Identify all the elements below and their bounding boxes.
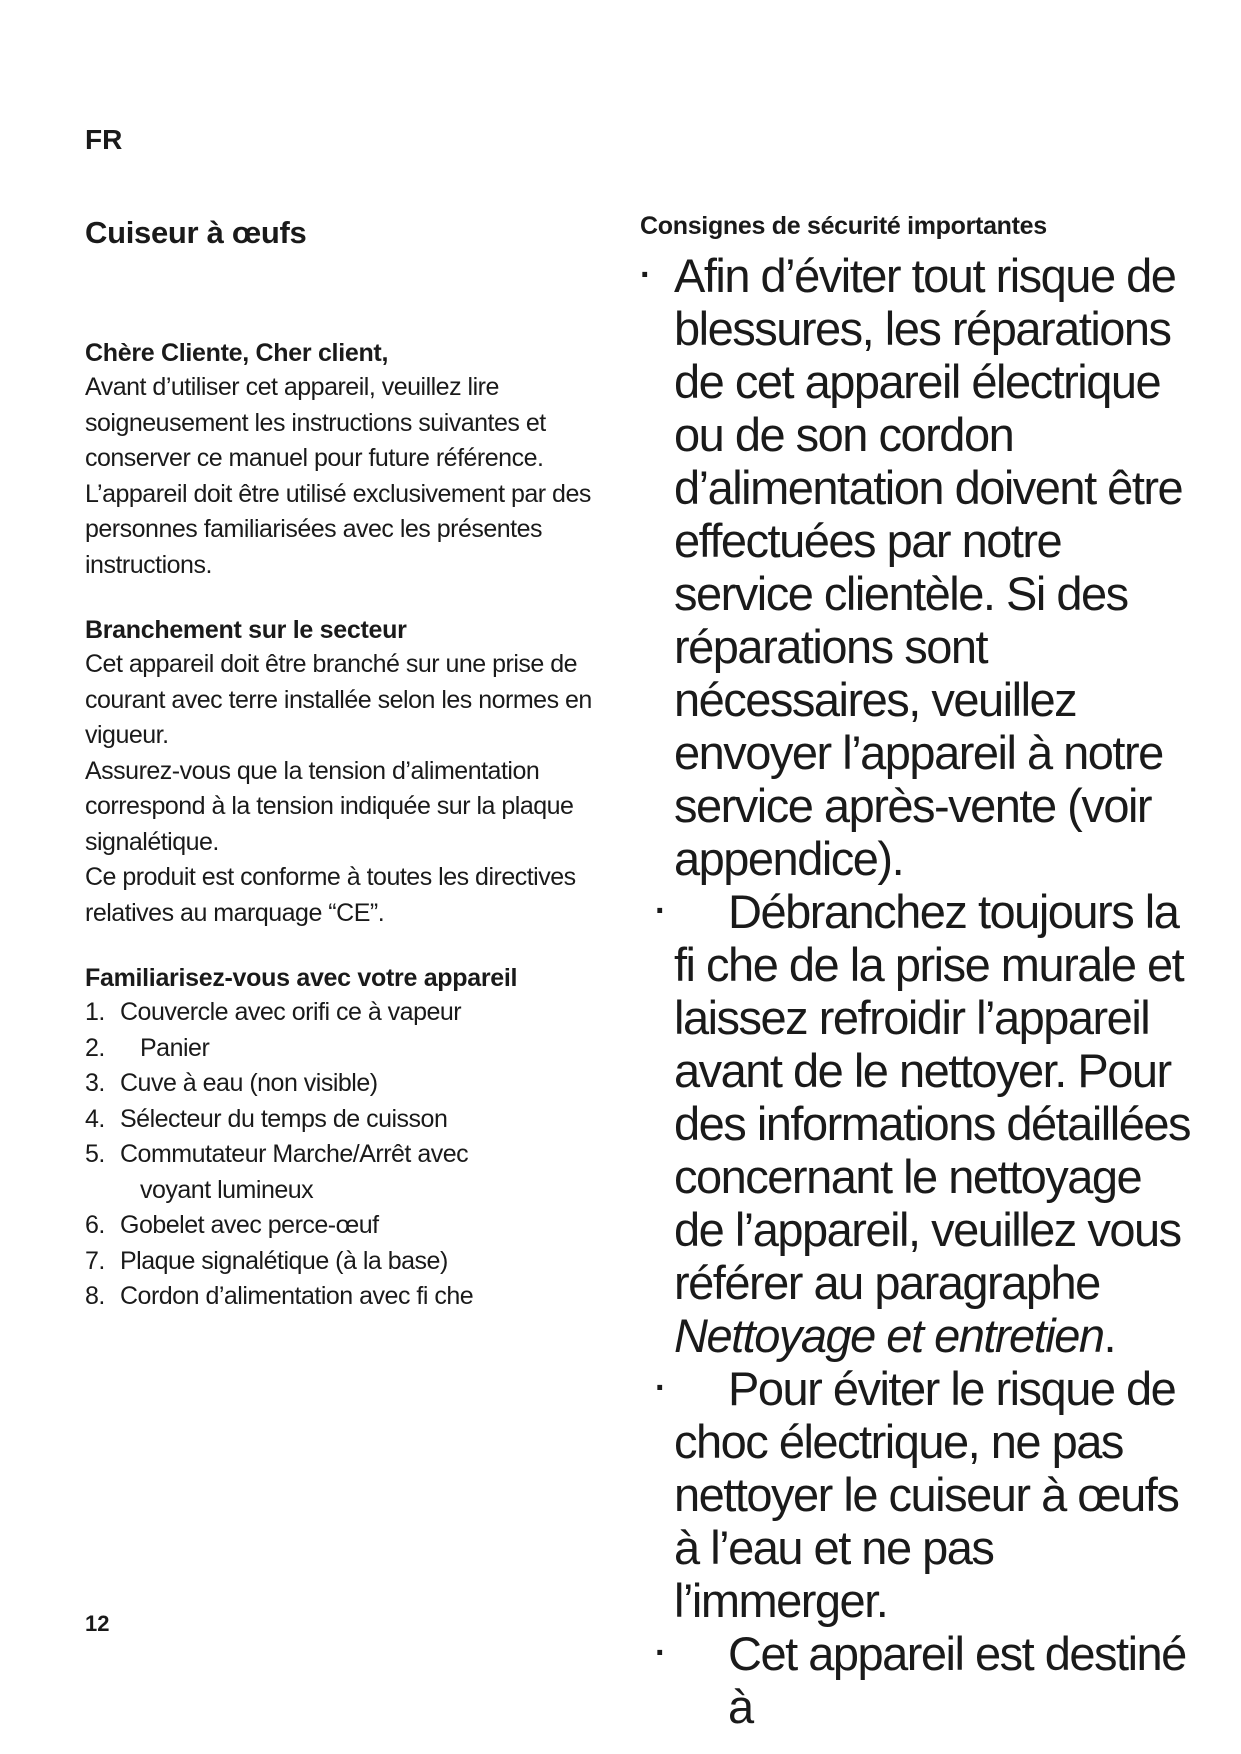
safety-item xyxy=(640,885,1200,1362)
features-section xyxy=(85,961,605,1315)
list-item-text: Sélecteur du temps de cuisson xyxy=(120,1104,448,1133)
safety-item-text: fi che de la prise murale et laissez refroidir l’appareil avant de le nettoyer. Pour des informations détaillées concernant le nettoyage de l’appareil, veuillez vous référer au paragraphe xyxy=(674,938,1190,1309)
list-item-number: 6. xyxy=(85,1211,105,1239)
safety-item-lead: Débranchez toujours la xyxy=(728,885,1179,938)
list-item xyxy=(85,1066,605,1102)
safety-item xyxy=(640,1362,1200,1627)
list-item-text: Panier xyxy=(140,1033,210,1062)
safety-heading: Consignes de sécurité importantes xyxy=(640,212,1047,240)
mains-heading: Branchement sur le secteur xyxy=(85,616,407,644)
list-item-number: 2. xyxy=(85,1033,105,1062)
features-list xyxy=(85,995,605,1315)
safety-item-lead: Pour éviter le risque de xyxy=(728,1362,1176,1415)
language-code: FR xyxy=(85,124,123,155)
bullet-icon: · xyxy=(655,1369,665,1407)
list-item-text: Couvercle avec orifi ce à vapeur xyxy=(120,998,462,1026)
list-item xyxy=(85,1031,605,1067)
list-item-number: 3. xyxy=(85,1069,105,1097)
list-item-number: 1. xyxy=(85,998,105,1026)
right-column xyxy=(640,212,1200,1733)
page-number: 12 xyxy=(85,1611,110,1636)
greeting-heading: Chère Cliente, Cher client, xyxy=(85,339,389,367)
list-item xyxy=(85,1137,605,1173)
list-item-number: 7. xyxy=(85,1246,105,1275)
list-item-text: Plaque signalétique (à la base) xyxy=(120,1246,448,1275)
greeting-section xyxy=(85,336,605,583)
page-title: Cuiseur à œufs xyxy=(85,215,307,250)
list-item-number: 5. xyxy=(85,1140,105,1168)
left-column xyxy=(85,215,605,1345)
list-item-text: Cordon d’alimentation avec fi che xyxy=(120,1282,474,1310)
list-item xyxy=(85,1244,605,1280)
mains-text-2: Assurez-vous que la tension d’alimentation correspond à la tension indiquée sur la plaque signalétique. xyxy=(85,756,574,856)
list-item xyxy=(85,1279,605,1315)
mains-text-1: Cet appareil doit être branché sur une prise de courant avec terre installée selon les normes en vigueur. xyxy=(85,650,592,749)
list-item-text: Cuve à eau (non visible) xyxy=(120,1069,378,1097)
mains-section xyxy=(85,613,605,931)
list-item-continuation: voyant lumineux xyxy=(140,1175,314,1204)
mains-text-3: Ce produit est conforme à toutes les directives relatives au marquage “CE”. xyxy=(85,863,576,927)
features-heading: Familiarisez-vous avec votre appareil xyxy=(85,964,518,992)
greeting-text: Avant d’utiliser cet appareil, veuillez lire soigneusement les instructions suivantes et conserver ce manuel pour future référence. L’appareil doit être utilisé exclusivement par des personnes familiarisées avec les présentes instructions. xyxy=(85,373,591,579)
section-reference: Nettoyage et entretien xyxy=(674,1309,1104,1362)
safety-item-text: choc électrique, ne pas nettoyer le cuiseur à œufs à l’eau et ne pas l’immerger. xyxy=(674,1415,1179,1627)
list-item xyxy=(85,1102,605,1138)
list-item xyxy=(85,995,605,1031)
safety-item xyxy=(640,1627,1200,1733)
bullet-icon: · xyxy=(640,256,650,294)
list-item-number: 4. xyxy=(85,1104,105,1133)
bullet-icon: · xyxy=(655,892,665,930)
safety-item xyxy=(640,249,1200,885)
list-item-text: Gobelet avec perce-œuf xyxy=(120,1211,379,1239)
safety-item-text: Afin d’éviter tout risque de blessures, les réparations de cet appareil électrique ou de son cordon d’alimentation doivent être effectuées par notre service clientèle. Si des réparations sont nécessaires, veuillez envoyer l’appareil à notre service après-vente (voir appendice). xyxy=(674,249,1183,885)
list-item-text: Commutateur Marche/Arrêt avec xyxy=(120,1140,469,1168)
bullet-icon: · xyxy=(655,1634,665,1672)
list-item-number: 8. xyxy=(85,1282,105,1310)
sentence-end: . xyxy=(1103,1309,1116,1362)
list-item xyxy=(85,1208,605,1244)
safety-list xyxy=(640,249,1200,1733)
safety-item-lead: Cet appareil est destiné à xyxy=(728,1627,1186,1733)
